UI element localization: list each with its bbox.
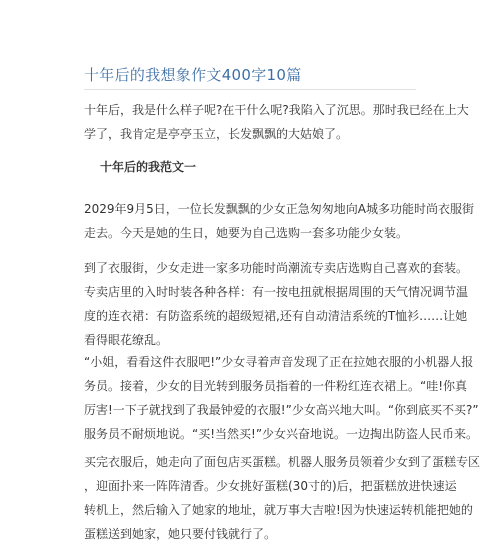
paragraph-line: 十年后，我是什么样子呢?在干什么呢?我陷入了沉思。那时我已经在上大 [84, 103, 469, 117]
paragraph-line: 到了衣服街，少女走进一家多功能时尚潮流专卖店选购自己喜欢的套装。 [84, 261, 469, 275]
paragraph-line: 看得眼花缭乱。 [84, 333, 169, 347]
paragraph-line: 厉害!一下子就找到了我最钟爱的衣服!”少女高兴地大叫。“你到底买不买?” [84, 403, 479, 417]
paragraph-line: “小姐，看看这件衣服吧!”少女寻着声音发现了正在拉她衣服的小机器人报 [84, 355, 474, 369]
paragraph-line: 务员。接着，少女的目光转到服务员指着的一件粉红连衣裙上。“哇!你真 [84, 379, 468, 393]
title-divider [84, 89, 416, 90]
paragraph-line: 走去。今天是她的生日，她要为自己选购一套多功能少女装。 [84, 226, 409, 240]
paragraph-line: 2029年9月5日，一位长发飘飘的少女正急匆匆地向A城多功能时尚衣服街 [84, 202, 475, 216]
paragraph-line: 学了，我肯定是亭亭玉立，长发飘飘的大姑娘了。 [84, 127, 349, 141]
body-paragraph-4 [84, 450, 481, 546]
paragraph-line: 服务员不耐烦地说。“买!当然买!”少女兴奋地说。一边掏出防盗人民币来。 [84, 427, 479, 441]
section-heading: 十年后的我范文一 [100, 160, 197, 174]
paragraph-line: ，迎面扑来一阵阵清香。少女挑好蛋糕(30寸的)后，把蛋糕放进快速运 [84, 479, 457, 493]
paragraph-line: 度的连衣裙：有防盗系统的超级短裙,还有自动清洁系统的T恤衫……让她 [84, 309, 468, 323]
intro-paragraph [84, 98, 469, 146]
body-paragraph-3 [84, 350, 479, 446]
body-paragraph-2 [84, 256, 469, 352]
paragraph-line: 蛋糕送到她家，她只要付钱就行了。 [84, 527, 277, 541]
article-title: 十年后的我想象作文400字10篇 [84, 66, 302, 84]
paragraph-line: 专卖店里的入时时装各种各样：有一按电扭就根据周围的天气情况调节温 [84, 285, 469, 299]
body-paragraph-1 [84, 197, 475, 245]
paragraph-line: 转机上，然后输入了她家的地址，就万事大吉啦!因为快速运转机能把她的 [84, 503, 473, 517]
paragraph-line: 买完衣服后，她走向了面包店买蛋糕。机器人服务员领着少女到了蛋糕专区 [84, 455, 481, 469]
